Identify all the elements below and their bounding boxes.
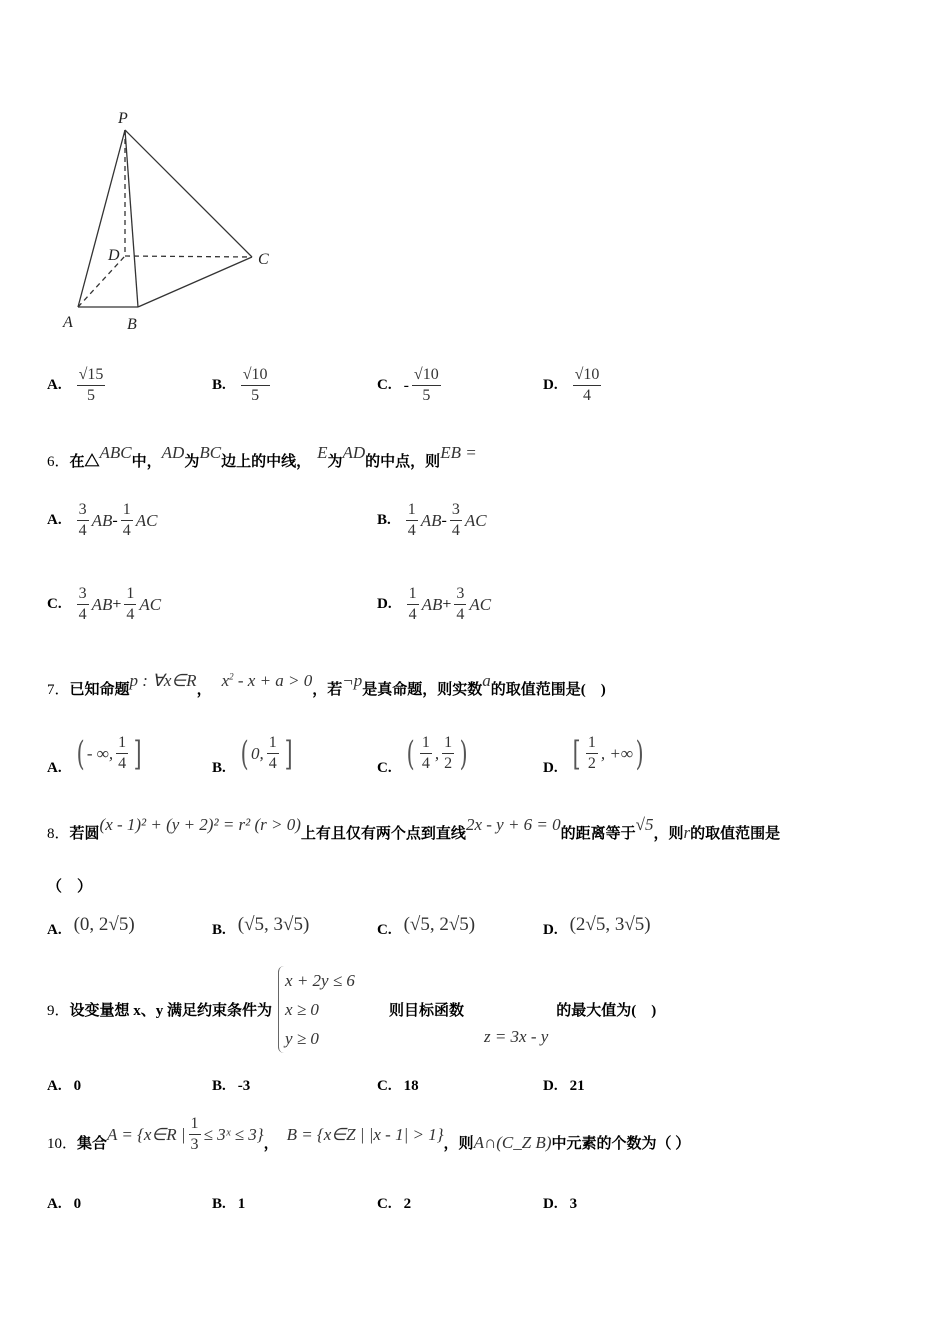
text: 上有且仅有两个点到直线 [300, 826, 466, 842]
numerator: 1 [420, 733, 432, 754]
fraction [124, 584, 136, 625]
math: p : ∀x∈R [129, 670, 197, 690]
math: - ∞, [86, 743, 114, 763]
constraint: y ≥ 0 [285, 1029, 319, 1048]
option-value: -3 [237, 1078, 251, 1094]
q8-option-a[interactable] [47, 910, 135, 939]
q10-option-c[interactable] [377, 1196, 411, 1213]
numerator: 1 [267, 733, 279, 754]
edge-bc [138, 257, 252, 307]
edge-pc [125, 130, 252, 257]
vertex-p: P [118, 110, 128, 127]
operator: + [112, 595, 122, 613]
option-value: (2√5, 3√5) [569, 913, 651, 935]
text: ，若 [312, 682, 343, 698]
fraction [586, 733, 598, 774]
denominator: 4 [268, 755, 277, 772]
denominator: 4 [126, 606, 135, 623]
option-value: 21 [569, 1078, 585, 1094]
option-label: A. [47, 1196, 62, 1212]
numerator: 1 [407, 584, 419, 605]
option-value: (√5, 3√5) [237, 913, 310, 935]
option-label: B. [212, 922, 226, 938]
denominator: 4 [78, 606, 87, 623]
comma: , [434, 743, 440, 763]
math: EB = [440, 442, 477, 462]
constraint: x ≥ 0 [285, 1000, 319, 1019]
q7-option-a[interactable] [47, 730, 144, 777]
option-label: C. [377, 1196, 392, 1212]
q6-option-c[interactable] [47, 584, 161, 625]
constraint-system [278, 966, 355, 1053]
option-value: 18 [403, 1078, 419, 1094]
denominator: 4 [408, 606, 417, 623]
vector: AB [91, 510, 113, 530]
text: ，则 [653, 826, 684, 842]
numerator: 1 [442, 733, 454, 754]
text: 边上的中线， [221, 454, 312, 470]
fraction [121, 500, 133, 541]
vector: AC [139, 594, 162, 614]
question-number: 10． [47, 1136, 78, 1152]
text: 为 [184, 454, 200, 470]
bracket: ( [240, 733, 249, 774]
q10-option-d[interactable] [543, 1196, 577, 1213]
fraction [116, 733, 128, 774]
text: 已知命题 [69, 682, 130, 698]
option-label: B. [377, 512, 391, 528]
numerator: 3 [77, 500, 89, 521]
constraint: x + 2y ≤ 6 [285, 971, 355, 990]
question-number: 9． [47, 1003, 70, 1019]
option-label: D. [543, 1196, 558, 1212]
option-label: C. [377, 1078, 392, 1094]
text: 为 [327, 454, 343, 470]
vertex-b: B [127, 316, 137, 333]
numerator: 3 [77, 584, 89, 605]
option-label: D. [543, 377, 558, 393]
math: 0, [251, 743, 264, 763]
option-label: A. [47, 512, 62, 528]
text: 的最大值为( ) [556, 1003, 657, 1019]
numerator: 1 [189, 1114, 201, 1135]
text: 则目标函数 [388, 1003, 464, 1019]
option-label: C. [377, 760, 392, 776]
q8-option-c[interactable] [377, 910, 475, 939]
fraction [420, 733, 432, 774]
text: 在△ [69, 454, 100, 470]
denominator: 3 [190, 1136, 199, 1153]
text: 的取值范围是 [690, 826, 781, 842]
option-label: D. [377, 596, 392, 612]
numerator: √10 [573, 365, 602, 386]
option-label: A. [47, 377, 62, 393]
edge-pa [78, 130, 125, 307]
option-label: C. [377, 922, 392, 938]
q5-option-a[interactable] [47, 365, 108, 406]
math: ABC [99, 442, 132, 462]
denominator: 2 [587, 755, 596, 772]
numerator: √10 [412, 365, 441, 386]
question-number: 7． [47, 682, 70, 698]
text: 中元素的个数为（ ） [551, 1136, 691, 1152]
math: BC [199, 442, 222, 462]
option-label: D. [543, 922, 558, 938]
option-label: D. [543, 760, 558, 776]
denominator: 4 [421, 755, 430, 772]
math: √5 [635, 814, 654, 834]
math: B = {x∈Z | |x - 1| > 1} [286, 1124, 444, 1144]
q9-option-d[interactable] [543, 1078, 585, 1095]
text: 是真命题，则实数 [362, 682, 483, 698]
vector: AB [421, 594, 443, 614]
math: a [482, 670, 491, 690]
text: 设变量想 x、y 满足约束条件为 [69, 1003, 273, 1019]
text: 集合 [77, 1136, 108, 1152]
q10-option-a[interactable] [47, 1196, 81, 1213]
q9-option-a[interactable] [47, 1078, 81, 1095]
numerator: 3 [454, 584, 466, 605]
q5-option-c[interactable] [377, 365, 444, 406]
text: 的取值范围是( ) [490, 682, 606, 698]
q7-option-d[interactable] [543, 730, 646, 777]
question-number: 8． [47, 826, 70, 842]
math: (x - 1)² + (y + 2)² = r² (r > 0) [99, 814, 301, 834]
q6-option-a[interactable] [47, 500, 157, 541]
denominator: 4 [456, 606, 465, 623]
math: E [317, 442, 328, 462]
fraction [442, 733, 454, 774]
q9-stem [47, 966, 656, 1053]
option-label: D. [543, 1078, 558, 1094]
fraction [450, 500, 462, 541]
math: A∩(C_Z B) [473, 1132, 552, 1152]
math: A = {x∈R | [107, 1124, 186, 1144]
bracket: ) [635, 733, 644, 774]
option-value: 2 [403, 1196, 412, 1212]
math [222, 671, 313, 691]
pyramid-figure [0, 0, 320, 340]
numerator: 1 [121, 500, 133, 521]
math: , +∞ [600, 743, 633, 763]
option-value: (√5, 2√5) [403, 913, 476, 935]
option-label: A. [47, 1078, 62, 1094]
option-value: 1 [237, 1196, 246, 1212]
denominator: 4 [122, 522, 131, 539]
vertex-d: D [108, 247, 120, 264]
edge-pb [125, 130, 138, 307]
math: 2x - y + 6 = 0 [465, 814, 561, 834]
text: ， [263, 1136, 279, 1152]
math-rest: - x + a > 0 [233, 670, 313, 690]
q6-option-d[interactable] [377, 584, 491, 625]
fraction [573, 365, 602, 406]
numerator: 1 [586, 733, 598, 754]
operator: - [112, 511, 118, 529]
vertex-c: C [258, 251, 269, 268]
numerator: 1 [116, 733, 128, 754]
math-base: x [221, 670, 230, 690]
operator: + [442, 595, 452, 613]
math: ¬p [342, 670, 363, 690]
exponent: 2 [229, 670, 234, 681]
numerator: 1 [406, 500, 418, 521]
q10-stem [47, 1115, 691, 1163]
sign: - [403, 376, 409, 394]
q8-stem [47, 814, 781, 843]
option-value: (0, 2√5) [73, 913, 135, 935]
q7-option-b[interactable] [212, 730, 295, 777]
numerator: 3 [450, 500, 462, 521]
fraction [77, 584, 89, 625]
text: 若圆 [69, 826, 100, 842]
fraction [77, 500, 89, 541]
q7-option-c[interactable] [377, 730, 470, 777]
denominator: 5 [251, 387, 260, 404]
option-value: 0 [73, 1078, 82, 1094]
text: ，则 [443, 1136, 474, 1152]
math: AD [342, 442, 366, 462]
bracket: ( [406, 733, 415, 774]
vector: AC [464, 510, 487, 530]
text: 中， [131, 454, 162, 470]
option-label: C. [47, 596, 62, 612]
operator: - [441, 511, 447, 529]
vector: AC [135, 510, 158, 530]
option-label: A. [47, 760, 62, 776]
bracket: ( [76, 733, 85, 774]
denominator: 4 [582, 387, 591, 404]
math: r [683, 822, 691, 842]
q8-option-b[interactable] [212, 910, 309, 939]
option-value: 3 [569, 1196, 578, 1212]
vertex-a: A [63, 314, 73, 331]
denominator: 4 [407, 522, 416, 539]
math: ≤ 3ˣ ≤ 3} [203, 1124, 264, 1144]
text: 的距离等于 [560, 826, 636, 842]
numerator: 1 [124, 584, 136, 605]
q6-stem [47, 442, 477, 471]
q6-option-b[interactable] [377, 500, 487, 541]
vector: AB [91, 594, 113, 614]
q5-option-d[interactable] [543, 365, 604, 406]
fraction [267, 733, 279, 774]
bracket: [ [572, 733, 581, 774]
option-label: A. [47, 922, 62, 938]
bracket: ] [284, 733, 293, 774]
fraction [412, 365, 441, 406]
math: AD [161, 442, 185, 462]
q8-answer-paren: （ ） [47, 879, 93, 895]
q8-option-d[interactable] [543, 910, 651, 939]
numerator: √10 [241, 365, 270, 386]
option-label: B. [212, 377, 226, 393]
fraction [454, 584, 466, 625]
fraction [77, 365, 106, 406]
option-label: B. [212, 1078, 226, 1094]
q5-option-b[interactable] [212, 365, 273, 406]
denominator: 4 [78, 522, 87, 539]
option-label: B. [212, 1196, 226, 1212]
numerator: √15 [77, 365, 106, 386]
text: 的中点，则 [365, 454, 441, 470]
fraction [406, 500, 418, 541]
denominator: 5 [422, 387, 431, 404]
option-label: B. [212, 760, 226, 776]
edge-dc [125, 256, 252, 257]
denominator: 2 [444, 755, 453, 772]
objective-function: z = 3x - y [483, 1026, 549, 1046]
bracket: ] [133, 733, 142, 774]
question-number: 6． [47, 454, 70, 470]
fraction [189, 1114, 201, 1155]
denominator: 4 [118, 755, 127, 772]
q9-option-b[interactable] [212, 1078, 250, 1095]
q9-option-c[interactable] [377, 1078, 419, 1095]
denominator: 5 [86, 387, 95, 404]
bracket: ) [459, 733, 468, 774]
denominator: 4 [451, 522, 460, 539]
option-value: 0 [73, 1196, 82, 1212]
fraction [241, 365, 270, 406]
text: ， [196, 682, 212, 698]
vector: AC [469, 594, 492, 614]
q7-stem [47, 670, 606, 699]
q10-option-b[interactable] [212, 1196, 245, 1213]
option-label: C. [377, 377, 392, 393]
vector: AB [420, 510, 442, 530]
fraction [407, 584, 419, 625]
